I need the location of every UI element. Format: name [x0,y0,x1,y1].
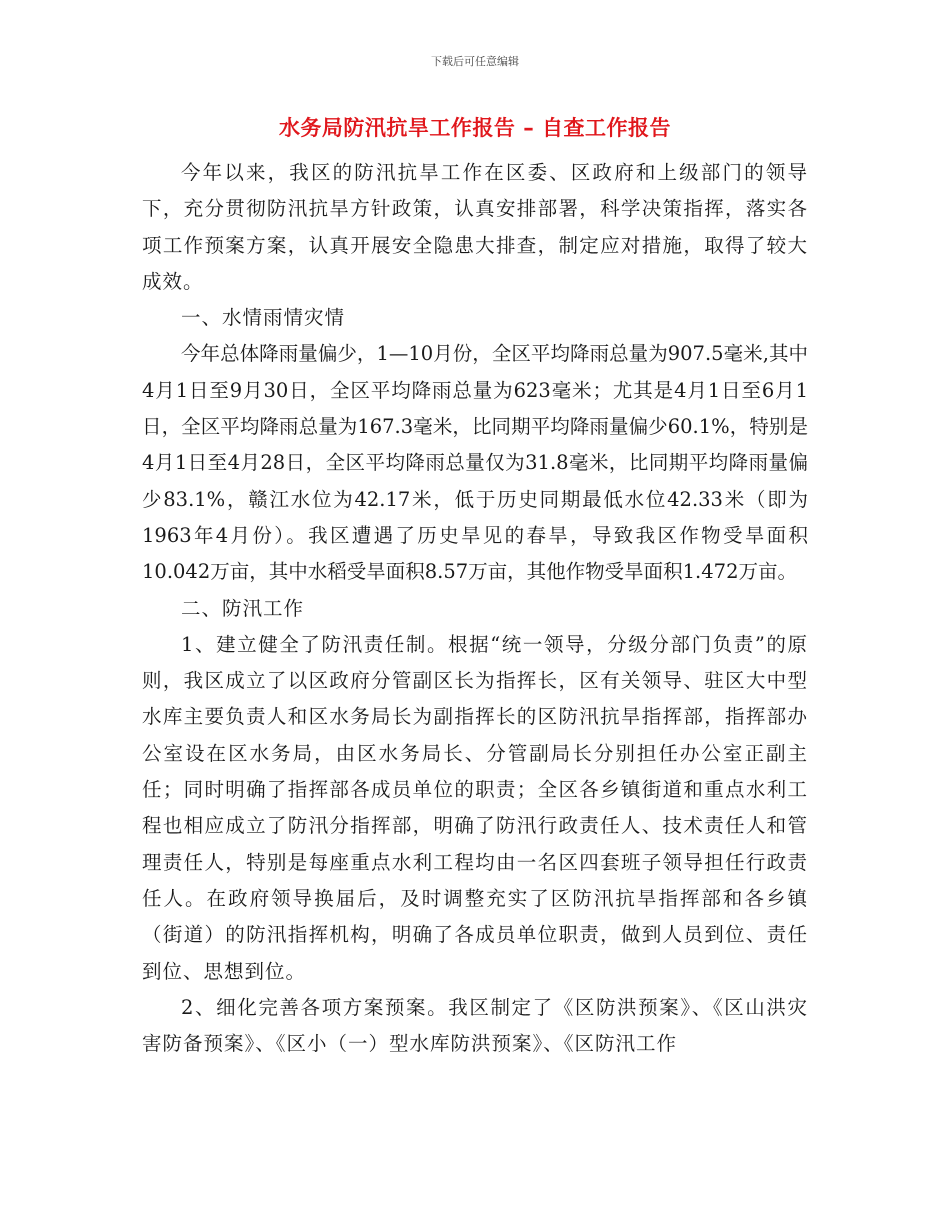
section-heading-flood: 二、防汛工作 [181,596,305,620]
paragraph-intro: 今年以来，我区的防汛抗旱工作在区委、区政府和上级部门的领导下，充分贯彻防汛抗旱方针政策，认真安排部署，科学决策指挥，落实各项工作预案方案，认真开展安全隐患大排查，制定应对措施，取得了较大成效。 [142,161,808,293]
header-note: 下载后可任意编辑 [431,55,519,68]
page-title: 水务局防汛抗旱工作报告 – 自查工作报告 [278,116,672,140]
document-body [142,155,808,1062]
section-heading-rain: 一、水情雨情灾情 [181,306,346,330]
paragraph-plans: 2、细化完善各项方案预案。我区制定了《区防洪预案》、《区山洪灾害防备预案》、《区小（一）型水库防洪预案》、《区防汛工作 [142,995,808,1056]
paragraph-responsibility: 1、建立健全了防汛责任制。根据“统一领导，分级分部门负责”的原则，我区成立了以区政府分管副区长为指挥长，区有关领导、驻区大中型水库主要负责人和区水务局长为副指挥长的区防汛抗旱指挥部，指挥部办公室设在区水务局，由区水务局长、分管副局长分别担任办公室正副主任；同时明确了指挥部各成员单位的职责；全区各乡镇街道和重点水利工程也相应成立了防汛分指挥部，明确了防汛行政责任人、技术责任人和管理责任人，特别是每座重点水利工程均由一名区四套班子领导担任行政责任人。在政府领导换届后，及时调整充实了区防汛抗旱指挥部和各乡镇（街道）的防汛指挥机构，明确了各成员单位职责，做到人员到位、责任到位、思想到位。 [142,632,808,983]
paragraph-rainfall: 今年总体降雨量偏少，1—10月份，全区平均降雨总量为907.5毫米,其中4月1日至9月30日，全区平均降雨总量为623毫米；尤其是4月1日至6月1日，全区平均降雨总量为167.3毫米，比同期平均降雨量偏少60.1%，特别是4月1日至4月28日，全区平均降雨总量仅为31.8毫米，比同期平均降雨量偏少83.1%，赣江水位为42.17米，低于历史同期最低水位42.33米（即为1963年4月份）。我区遭遇了历史旱见的春旱，导致我区作物受旱面积10.042万亩，其中水稻受旱面积8.57万亩，其他作物受旱面积1.472万亩。 [142,342,808,584]
